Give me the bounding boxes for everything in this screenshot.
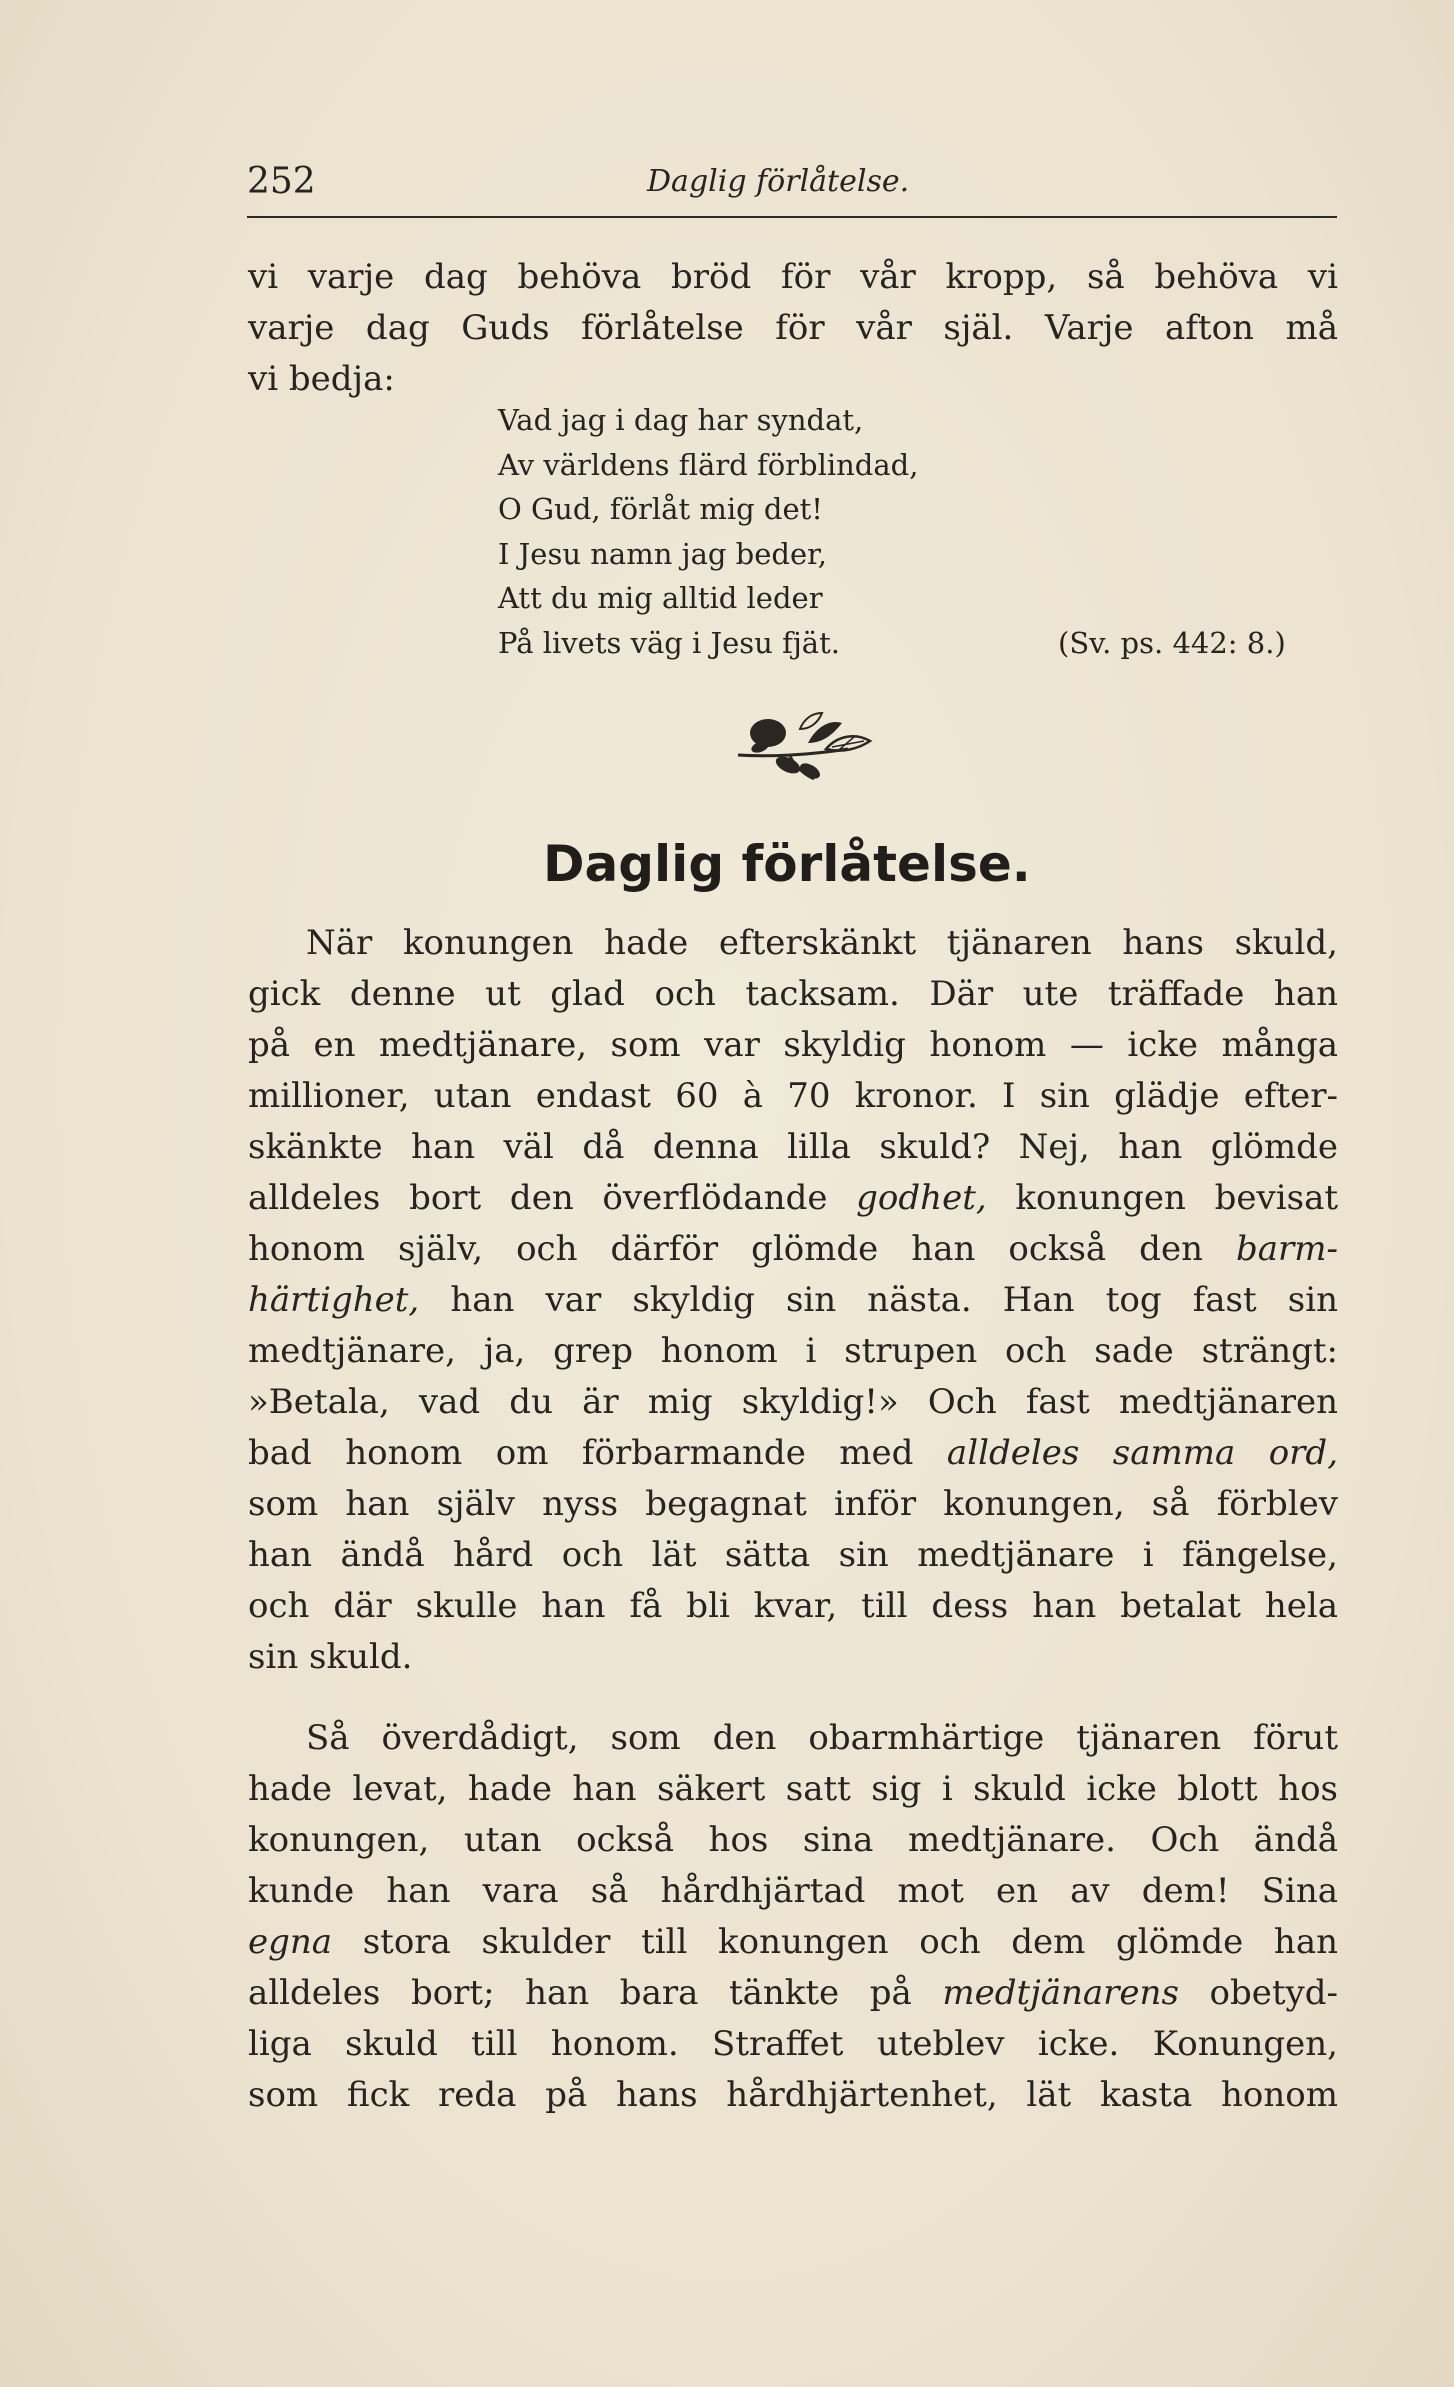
text-line: vi varje dag behöva bröd för vår kropp, så behöva vi (248, 257, 1338, 297)
text-fragment: konungen bevisat (986, 1178, 1339, 1218)
header-rule (247, 216, 1337, 218)
text-line: Så överdådigt, som den obarmhärtige tjänaren förut (306, 1718, 1338, 1758)
italic-fragment: alldeles samma ord, (946, 1433, 1338, 1473)
hymn-verse (498, 398, 918, 665)
text-line (248, 1428, 1338, 1479)
text-line (248, 1224, 1338, 1275)
italic-fragment: godhet, (856, 1178, 987, 1218)
italic-fragment: härtighet, (248, 1280, 420, 1320)
text-line: millioner, utan endast 60 à 70 kronor. I sin glädje efter- (248, 1076, 1338, 1116)
verse-line: På livets väg i Jesu fjät. (498, 625, 840, 660)
italic-fragment: barm- (1235, 1229, 1338, 1269)
text-fragment: alldeles bort den överflödande (248, 1178, 857, 1218)
text-fragment: honom själv, och därför glömde han också den (248, 1229, 1236, 1269)
body-paragraph-2 (248, 1713, 1338, 2121)
text-line (248, 1173, 1338, 1224)
verse-line: I Jesu namn jag beder, (498, 536, 828, 571)
running-title: Daglig förlåtelse. (647, 164, 910, 199)
text-line (248, 1917, 1338, 1968)
verse-line: Vad jag i dag har syndat, (498, 403, 864, 437)
text-line: varje dag Guds förlåtelse för vår själ. Varje afton må (248, 308, 1338, 348)
text-fragment: alldeles bort; han bara tänkte på (248, 1973, 943, 2013)
text-line: som han själv nyss begagnat inför konungen, så förblev (248, 1484, 1338, 1524)
text-line: skänkte han väl då denna lilla skuld? Nej, han glömde (248, 1127, 1338, 1167)
verse-line: O Gud, förlåt mig det! (498, 492, 823, 526)
floral-ornament-icon (730, 705, 885, 785)
intro-paragraph (248, 252, 1338, 405)
section-heading: Daglig förlåtelse. (543, 835, 1031, 893)
text-line: gick denne ut glad och tacksam. Där ute träffade han (248, 974, 1338, 1014)
text-line (248, 1968, 1338, 2019)
text-line: han ändå hård och lät sätta sin medtjänare i fängelse, (248, 1535, 1338, 1575)
hymn-citation: (Sv. ps. 442: 8.) (1058, 626, 1286, 660)
text-fragment: obetyd- (1178, 1973, 1338, 2013)
text-line: sin skuld. (248, 1637, 413, 1677)
text-line: hade levat, hade han säkert satt sig i skuld icke blott hos (248, 1769, 1338, 1809)
text-line: »Betala, vad du är mig skyldig!» Och fast medtjänaren (248, 1382, 1338, 1422)
text-line (248, 1275, 1338, 1326)
verse-line: Av världens flärd förblindad, (498, 447, 919, 482)
body-paragraph-1 (248, 918, 1338, 1683)
italic-fragment: egna (248, 1922, 333, 1962)
text-line: kunde han vara så hårdhjärtad mot en av dem! Sina (248, 1871, 1338, 1911)
text-line: konungen, utan också hos sina medtjänare. Och ändå (248, 1820, 1338, 1860)
text-fragment: han var skyldig sin nästa. Han tog fast sin (419, 1280, 1338, 1320)
text-line: liga skuld till honom. Straffet uteblev icke. Konungen, (248, 2024, 1338, 2064)
text-fragment: bad honom om förbarmande med (248, 1433, 947, 1473)
page-header (247, 160, 1337, 210)
text-line: på en medtjänare, som var skyldig honom — icke många (248, 1025, 1338, 1065)
italic-fragment: medtjänarens (942, 1973, 1179, 2013)
text-line: medtjänare, ja, grep honom i strupen och sade strängt: (248, 1331, 1338, 1371)
text-line: och där skulle han få bli kvar, till dess han betalat hela (248, 1586, 1338, 1626)
text-line: När konungen hade efterskänkt tjänaren hans skuld, (306, 923, 1338, 963)
text-fragment: stora skulder till konungen och dem glömde han (332, 1922, 1338, 1962)
verse-line: Att du mig alltid leder (498, 581, 823, 615)
page-number: 252 (247, 161, 316, 202)
text-line: som fick reda på hans hårdhjärtenhet, lät kasta honom (248, 2075, 1338, 2115)
text-line: vi bedja: (248, 359, 395, 399)
